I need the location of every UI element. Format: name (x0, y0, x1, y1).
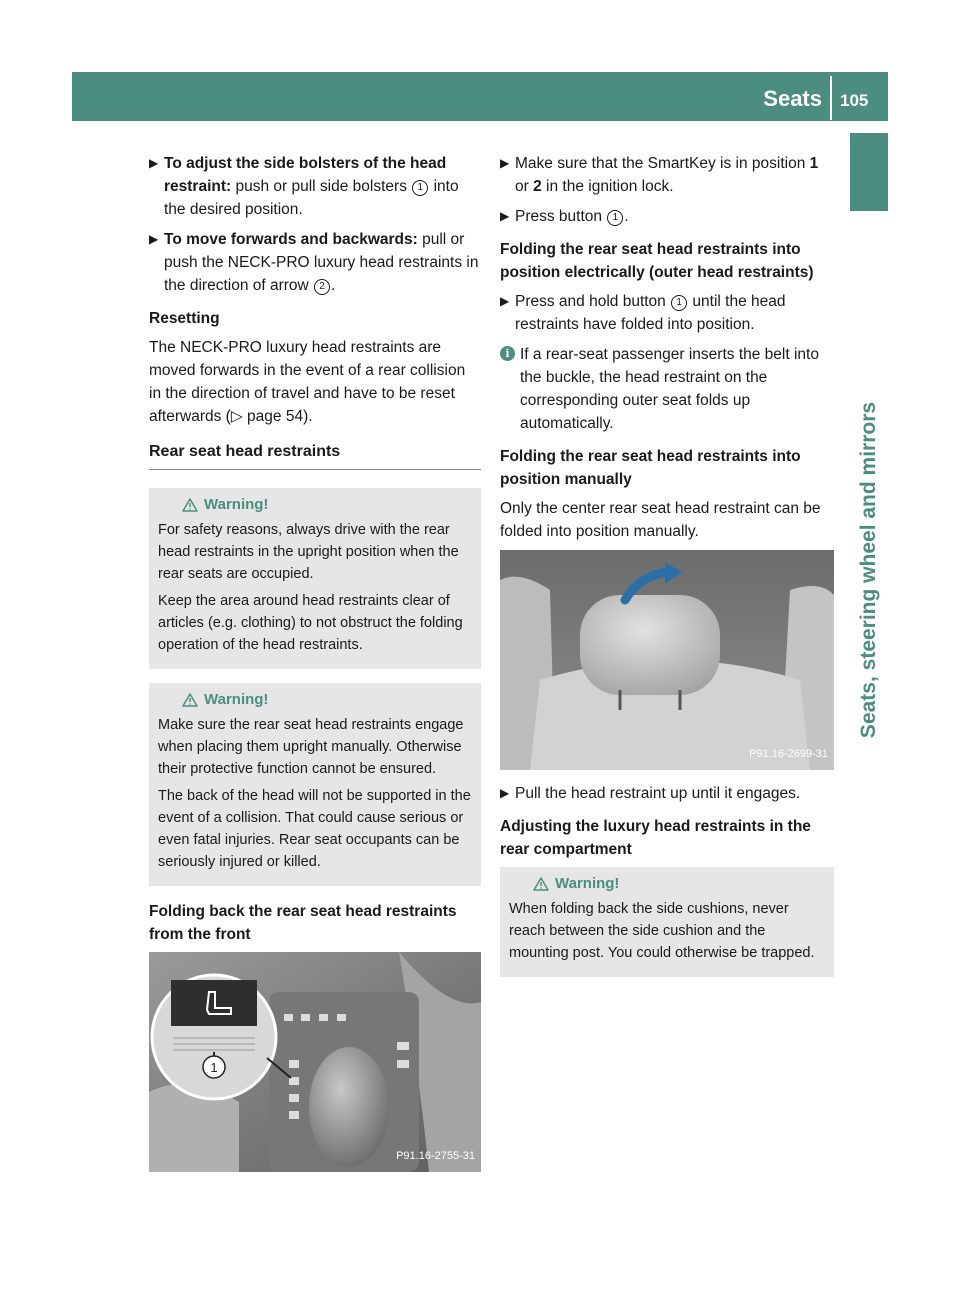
step-move-forwards-backwards: ▶ To move forwards and backwards: pull or push the NECK-PRO luxury head restraints in the direction of arrow 2 . (149, 228, 481, 297)
warning-triangle-icon (182, 693, 198, 707)
console-button-figure (149, 952, 481, 1172)
step-arrow-icon: ▶ (500, 209, 510, 223)
manual-folding-text: Only the center rear seat head restraint can be folded into position manually. (500, 500, 821, 540)
step-arrow-icon: ▶ (500, 294, 510, 308)
step-arrow-icon: ▶ (500, 786, 510, 800)
warning-text: Make sure the rear seat head restraints engage when placing them upright manually. Otherwise their protective function cannot be ensured. (158, 717, 464, 777)
resetting-heading: Resetting (149, 310, 220, 327)
warning-label: Warning! (555, 875, 620, 892)
right-column (500, 152, 834, 991)
figure-code: P91.16-2755-31 (396, 1150, 475, 1162)
luxury-head-restraints-heading: Adjusting the luxury head restraints in the rear compartment (500, 818, 811, 858)
section-title: Rear seat head restraints (149, 440, 481, 470)
head-restraint-illustration (500, 550, 834, 770)
step-adjust-side-bolsters: ▶ To adjust the side bolsters of the head restraint: push or pull side bolsters 1 into the desired position. (149, 152, 481, 221)
folding-back-heading: Folding back the rear seat head restraints from the front (149, 903, 457, 943)
manual-folding-heading: Folding the rear seat head restraints into position manually (500, 448, 801, 488)
figure-code: P91.16-2699-31 (749, 748, 828, 760)
step-arrow-icon: ▶ (149, 232, 159, 246)
head-restraint-figure (500, 550, 834, 770)
page-section-title: Seats (763, 86, 822, 111)
warning-text: For safety reasons, always drive with the rear head restraints in the upright position when the rear seats are occupied. (158, 522, 459, 582)
callout-1-icon: 1 (412, 180, 428, 196)
figure-callout-1: 1 (210, 1060, 218, 1075)
warning-box (149, 683, 481, 886)
console-illustration (149, 952, 481, 1172)
step-arrow-icon: ▶ (500, 156, 510, 170)
info-icon: i (500, 346, 515, 361)
chapter-side-label: Seats, steering wheel and mirrors (857, 401, 880, 739)
warning-label: Warning! (204, 496, 269, 513)
resetting-text: The NECK-PRO luxury head restraints are moved forwards in the event of a rear collision in the direction of travel and have to be reset afterwards (▷ page 54). (149, 339, 466, 425)
warning-triangle-icon (182, 498, 198, 512)
warning-triangle-icon (533, 877, 549, 891)
callout-1-icon: 1 (607, 210, 623, 226)
warning-text: The back of the head will not be supported in the event of a collision. That could cause serious or even fatal injuries. Rear seat occupants can be seriously injured or killed. (158, 788, 471, 870)
step-pull-head-restraint: ▶ Pull the head restraint up until it engages. (500, 782, 834, 805)
warning-label: Warning! (204, 691, 269, 708)
electric-folding-heading: Folding the rear seat head restraints into position electrically (outer head restraints) (500, 241, 814, 281)
page-number: 105 (840, 91, 869, 110)
chapter-tab (850, 133, 888, 211)
step-arrow-icon: ▶ (149, 156, 159, 170)
header-divider (830, 76, 832, 120)
warning-text: Keep the area around head restraints clear of articles (e.g. clothing) to not obstruct the folding operation of the head restraints. (158, 593, 463, 653)
warning-box (500, 867, 834, 977)
callout-1-icon: 1 (671, 295, 687, 311)
left-column (149, 152, 481, 1184)
info-note: i If a rear-seat passenger inserts the belt into the buckle, the head restraint on the corresponding outer seat folds up automatically. (500, 343, 834, 435)
warning-text: When folding back the side cushions, never reach between the side cushion and the mounting post. You could otherwise be trapped. (509, 901, 815, 961)
step-smartkey-position: ▶ Make sure that the SmartKey is in position 1 or 2 in the ignition lock. (500, 152, 834, 198)
callout-2-icon: 2 (314, 279, 330, 295)
step-press-hold-button: ▶ Press and hold button 1 until the head restraints have folded into position. (500, 290, 834, 336)
step-press-button: ▶ Press button 1 . (500, 205, 834, 228)
warning-box (149, 488, 481, 669)
